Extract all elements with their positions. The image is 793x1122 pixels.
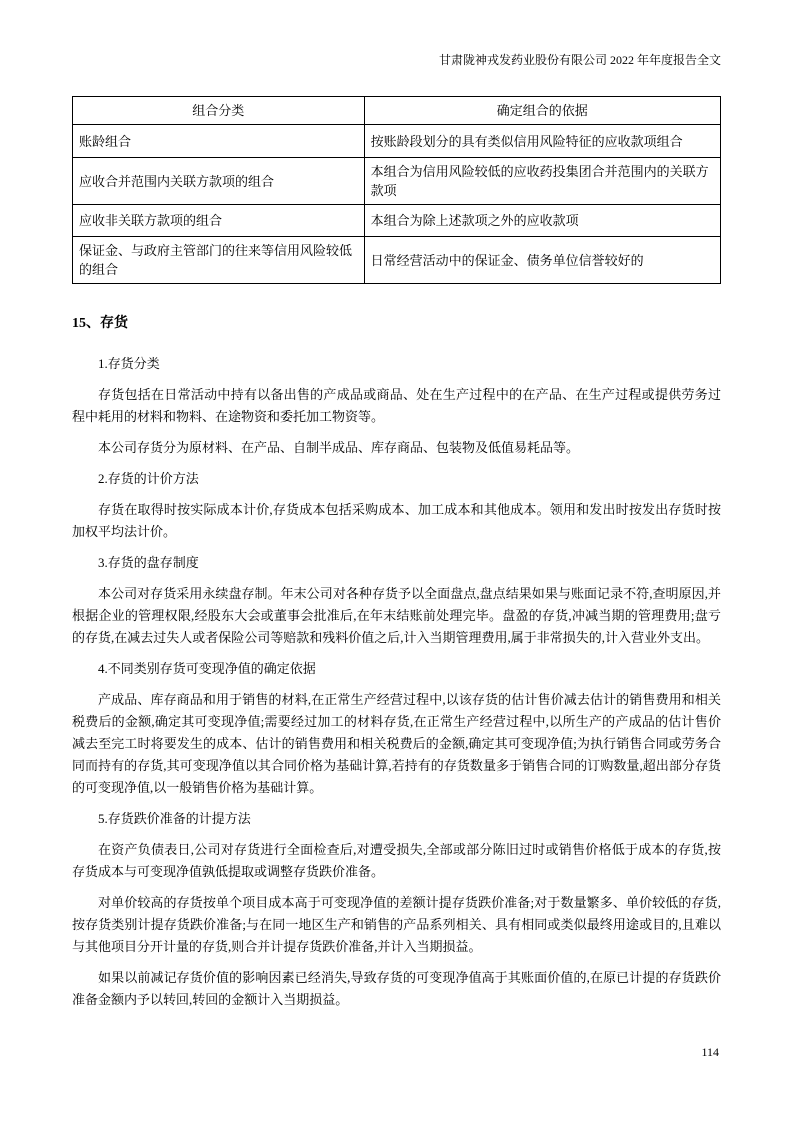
paragraph: 存货在取得时按实际成本计价,存货成本包括采购成本、加工成本和其他成本。领用和发出时按发出存货时按加权平均法计价。 (72, 502, 721, 539)
table-row (73, 158, 721, 205)
paragraph: 本公司存货分为原材料、在产品、自制半成品、库存商品、包装物及低值易耗品等。 (98, 440, 580, 455)
table-header-row (73, 97, 721, 125)
paragraph: 本公司对存货采用永续盘存制。年末公司对各种存货予以全面盘点,盘点结果如果与账面记录不符,查明原因,并根据企业的管理权限,经股东大会或董事会批准后,在年末结账前处理完毕。盘盈的存货,冲减当期的管理费用;盘亏的存货,在减去过失人或者保险公司等赔款和残料价值之后,计入当期管理费用,属于非常损失的,计入营业外支出。 (72, 586, 721, 645)
portfolio-classification-table (72, 96, 721, 284)
subsection-heading: 5.存货跌价准备的计提方法 (98, 811, 251, 826)
table-row (73, 237, 721, 284)
subsection-heading: 2.存货的计价方法 (98, 471, 199, 486)
paragraph: 对单价较高的存货按单个项目成本高于可变现净值的差额计提存货跌价准备;对于数量繁多、单价较低的存货,按存货类别计提存货跌价准备;与在同一地区生产和销售的产品系列相关、具有相同或类似最终用途或目的,且难以与其他项目分开计量的存货,则合并计提存货跌价准备,并计入当期损益。 (72, 895, 721, 954)
table-cell-basis: 按账龄段划分的具有类似信用风险特征的应收款项组合 (364, 125, 720, 158)
table-cell-basis: 本组合为信用风险较低的应收药投集团合并范围内的关联方款项 (364, 158, 720, 205)
paragraph: 如果以前减记存货价值的影响因素已经消失,导致存货的可变现净值高于其账面价值的,在原已计提的存货跌价准备金额内予以转回,转回的金额计入当期损益。 (72, 970, 721, 1007)
page-header (72, 52, 721, 68)
report-title: 甘肃陇神戎发药业股份有限公司 2022 年年度报告全文 (438, 53, 721, 67)
paragraph: 在资产负债表日,公司对存货进行全面检查后,对遭受损失,全部或部分陈旧过时或销售价格低于成本的存货,按存货成本与可变现净值孰低提取或调整存货跌价准备。 (72, 842, 721, 879)
table-header-cell-basis: 确定组合的依据 (364, 97, 720, 125)
table-row (73, 205, 721, 237)
table-cell-category: 应收合并范围内关联方款项的组合 (73, 158, 365, 205)
table-cell-basis: 日常经营活动中的保证金、债务单位信誉较好的 (364, 237, 720, 284)
page-number: 114 (701, 1045, 719, 1059)
section-heading-inventory: 15、存货 (72, 316, 128, 331)
paragraph: 产成品、库存商品和用于销售的材料,在正常生产经营过程中,以该存货的估计售价减去估计的销售费用和相关税费后的金额,确定其可变现净值;需要经过加工的材料存货,在正常生产经营过程中,以所生产的产成品的估计售价减去至完工时将要发生的成本、估计的销售费用和相关税费后的金额,确定其可变现净值;为执行销售合同或劳务合同而持有的存货,其可变现净值以其合同价格为基础计算,若持有的存货数量多于销售合同的订购数量,超出部分存货的可变现净值,以一般销售价格为基础计算。 (72, 692, 721, 795)
paragraph: 存货包括在日常活动中持有以备出售的产成品或商品、处在生产过程中的在产品、在生产过程或提供劳务过程中耗用的材料和物料、在途物资和委托加工物资等。 (72, 387, 721, 424)
subsection-heading: 3.存货的盘存制度 (98, 555, 199, 570)
table-cell-category: 应收非关联方款项的组合 (73, 205, 365, 237)
table-row (73, 125, 721, 158)
table-header-cell-category: 组合分类 (73, 97, 365, 125)
table-cell-category: 账龄组合 (73, 125, 365, 158)
table-cell-category: 保证金、与政府主管部门的往来等信用风险较低的组合 (73, 237, 365, 284)
subsection-heading: 1.存货分类 (98, 356, 160, 371)
table-cell-basis: 本组合为除上述款项之外的应收款项 (364, 205, 720, 237)
subsection-heading: 4.不同类别存货可变现净值的确定依据 (98, 661, 316, 676)
